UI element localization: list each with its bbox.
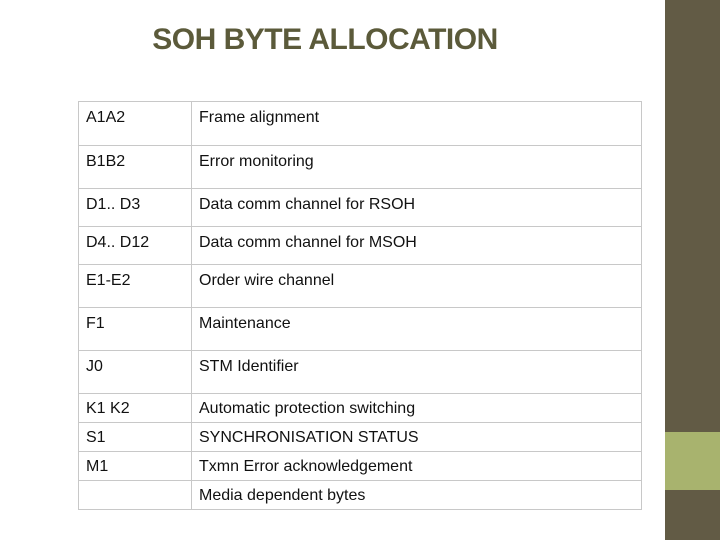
function-cell xyxy=(192,189,642,227)
table-row xyxy=(79,452,642,481)
table-row xyxy=(79,423,642,452)
table-row xyxy=(79,146,642,189)
function-label: Frame alignment xyxy=(199,109,320,126)
byte-label: A1A2 xyxy=(86,109,126,126)
byte-cell xyxy=(79,146,192,189)
table-row xyxy=(79,265,642,308)
function-cell xyxy=(192,308,642,351)
byte-label: E1-E2 xyxy=(86,272,131,289)
byte-label: D1.. D3 xyxy=(86,196,141,213)
function-cell xyxy=(192,146,642,189)
byte-label xyxy=(86,481,184,487)
table-row xyxy=(79,351,642,394)
byte-cell xyxy=(79,102,192,146)
table-row xyxy=(79,227,642,265)
byte-cell xyxy=(79,423,192,452)
table-row xyxy=(79,394,642,423)
byte-label: B1B2 xyxy=(86,153,126,170)
function-cell xyxy=(192,265,642,308)
function-label: Order wire channel xyxy=(199,272,335,289)
function-cell xyxy=(192,351,642,394)
function-cell xyxy=(192,394,642,423)
table-row xyxy=(79,308,642,351)
function-cell xyxy=(192,481,642,510)
function-label: Media dependent bytes xyxy=(199,487,366,504)
byte-cell xyxy=(79,308,192,351)
sidebar-decoration-top xyxy=(665,0,720,432)
function-label: Automatic protection switching xyxy=(199,400,416,417)
function-label: SYNCHRONISATION STATUS xyxy=(199,429,419,446)
function-cell xyxy=(192,452,642,481)
soh-byte-table xyxy=(78,101,642,510)
byte-label: S1 xyxy=(86,429,106,446)
byte-label: M1 xyxy=(86,458,109,475)
function-cell xyxy=(192,102,642,146)
byte-cell xyxy=(79,452,192,481)
byte-cell xyxy=(79,189,192,227)
byte-label: J0 xyxy=(86,358,103,375)
byte-label: F1 xyxy=(86,315,105,332)
byte-label: D4.. D12 xyxy=(86,234,150,251)
table-row xyxy=(79,481,642,510)
sidebar-decoration-accent xyxy=(665,432,720,490)
function-label: Txmn Error acknowledgement xyxy=(199,458,413,475)
function-label: Data comm channel for MSOH xyxy=(199,234,417,251)
table-row xyxy=(79,189,642,227)
byte-cell xyxy=(79,481,192,510)
function-cell xyxy=(192,423,642,452)
function-label: Data comm channel for RSOH xyxy=(199,196,416,213)
slide-title: SOH BYTE ALLOCATION xyxy=(152,23,498,56)
table-row xyxy=(79,102,642,146)
function-label: Maintenance xyxy=(199,315,291,332)
byte-label: K1 K2 xyxy=(86,400,130,417)
byte-cell xyxy=(79,227,192,265)
function-cell xyxy=(192,227,642,265)
function-label: Error monitoring xyxy=(199,153,314,170)
function-label: STM Identifier xyxy=(199,358,299,375)
byte-cell xyxy=(79,394,192,423)
byte-cell xyxy=(79,351,192,394)
byte-cell xyxy=(79,265,192,308)
sidebar-decoration-bottom xyxy=(665,490,720,540)
